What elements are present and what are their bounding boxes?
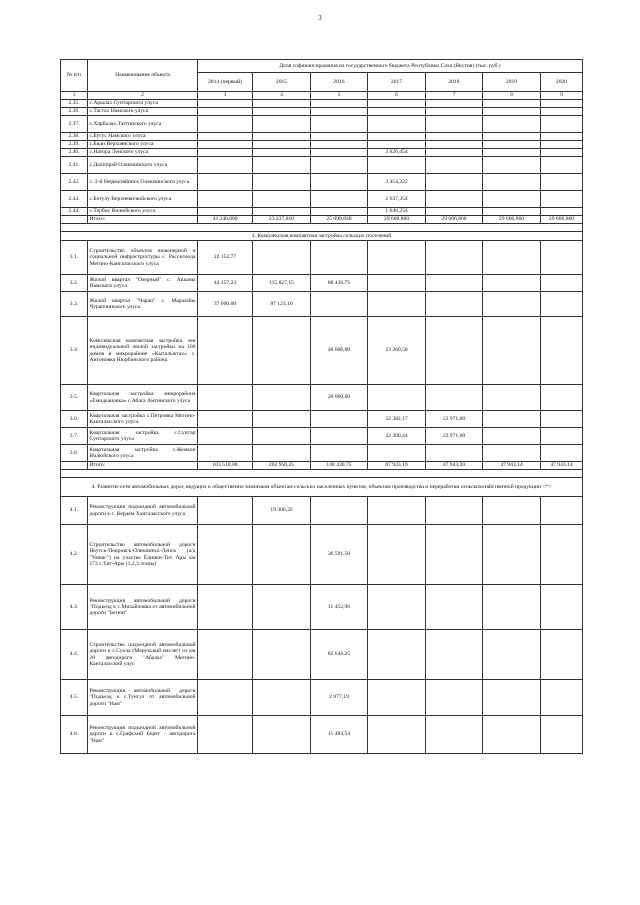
table-row <box>61 208 583 216</box>
value-cell <box>253 680 311 716</box>
table-row <box>61 174 583 191</box>
value-cell <box>311 411 368 428</box>
value-cell <box>253 191 311 208</box>
value-cell <box>253 157 311 174</box>
value-cell <box>541 100 583 108</box>
value-cell <box>541 428 583 445</box>
total-value: 25 098,840 <box>311 216 368 224</box>
row-number: 2.36. <box>61 108 88 116</box>
row-number: 2.37. <box>61 116 88 133</box>
value-cell: 36 591,50 <box>311 525 368 585</box>
total-empty <box>61 216 88 224</box>
value-cell <box>368 525 426 585</box>
table-row <box>61 411 583 428</box>
value-cell <box>541 292 583 317</box>
value-cell <box>483 241 541 275</box>
value-cell: 3 454,222 <box>368 174 426 191</box>
value-cell <box>368 100 426 108</box>
value-cell <box>426 497 483 525</box>
year-header-0: 2014 (первый) <box>198 73 253 92</box>
value-cell: 88 430,75 <box>311 275 368 292</box>
object-name: с.Арылах Сунтарского улуса <box>88 100 198 108</box>
value-cell <box>541 385 583 411</box>
value-cell <box>368 241 426 275</box>
object-name: Реконструкция подъездной автомобильной дороги к с. Кердем Хангаласского улуса <box>88 497 198 525</box>
value-cell <box>541 241 583 275</box>
value-cell <box>253 116 311 133</box>
total-label: Итого: <box>88 462 198 470</box>
value-cell <box>541 141 583 149</box>
index-cell-5: 6 <box>368 92 426 100</box>
row-number: 2.35. <box>61 100 88 108</box>
value-cell <box>426 133 483 141</box>
total-value: 47 943,14 <box>483 462 541 470</box>
row-number: 2.43. <box>61 191 88 208</box>
group-header: Доля софинансирования из государственного бюджета Республики Саха (Якутия) (тыс. руб.) <box>198 60 583 73</box>
value-cell <box>426 630 483 680</box>
object-name: Жилой квартал "Озерный" с. Ашыны Намского улуса <box>88 275 198 292</box>
value-cell: 40 000,00 <box>311 317 368 385</box>
value-cell <box>253 174 311 191</box>
table-header <box>61 60 583 100</box>
value-cell <box>426 108 483 116</box>
value-cell <box>483 108 541 116</box>
value-cell <box>198 411 253 428</box>
value-cell <box>426 525 483 585</box>
value-cell <box>311 149 368 157</box>
value-cell <box>541 174 583 191</box>
value-cell <box>253 208 311 216</box>
object-name: с.Тастах Намского улуса <box>88 108 198 116</box>
value-cell <box>541 411 583 428</box>
value-cell <box>253 716 311 754</box>
value-cell <box>311 108 368 116</box>
value-cell <box>253 428 311 445</box>
col-name-header: Наименование объекта <box>88 60 198 92</box>
value-cell <box>198 191 253 208</box>
value-cell <box>311 141 368 149</box>
year-header-1: 2015 <box>253 73 311 92</box>
table-row <box>61 149 583 157</box>
value-cell <box>198 428 253 445</box>
row-number: 4.1. <box>61 497 88 525</box>
table-row <box>61 317 583 385</box>
table-row <box>61 116 583 133</box>
value-cell <box>483 141 541 149</box>
value-cell: 1 648,254 <box>368 208 426 216</box>
year-header-4: 2018 <box>426 73 483 92</box>
table-row <box>61 385 583 411</box>
value-cell <box>311 157 368 174</box>
table-row <box>61 133 583 141</box>
value-cell <box>253 141 311 149</box>
value-cell <box>483 116 541 133</box>
value-cell: 23 971,60 <box>426 411 483 428</box>
value-cell <box>198 680 253 716</box>
value-cell <box>541 157 583 174</box>
total-value: 47 943,14 <box>541 462 583 470</box>
value-cell: 115 827,15 <box>253 275 311 292</box>
value-cell <box>483 292 541 317</box>
value-cell <box>198 208 253 216</box>
value-cell: 32 300,44 <box>368 428 426 445</box>
page-number: 3 <box>318 14 322 22</box>
value-cell <box>426 149 483 157</box>
value-cell <box>483 174 541 191</box>
value-cell <box>368 630 426 680</box>
value-cell <box>426 241 483 275</box>
row-number: 3.7. <box>61 428 88 445</box>
spacer-row <box>61 470 583 478</box>
object-name: Строительство объектов инженерной и социальной инфраструктуры с. Расселоода Мегино-Кангаласского улуса <box>88 241 198 275</box>
value-cell <box>368 385 426 411</box>
object-name: Реконструкция автомобильной дороги "Подъезд к с.Михайловка от автомобильной дороги "Бетюн" <box>88 585 198 630</box>
value-cell <box>426 317 483 385</box>
value-cell <box>198 116 253 133</box>
value-cell <box>198 174 253 191</box>
value-cell <box>483 133 541 141</box>
value-cell <box>426 275 483 292</box>
table-row <box>61 141 583 149</box>
row-number: 2.40. <box>61 149 88 157</box>
value-cell <box>198 445 253 462</box>
value-cell: 2 637,354 <box>368 191 426 208</box>
index-cell-6: 7 <box>426 92 483 100</box>
value-cell <box>198 157 253 174</box>
value-cell <box>198 100 253 108</box>
index-cell-0: 1 <box>61 92 88 100</box>
year-header-2: 2016 <box>311 73 368 92</box>
value-cell <box>426 100 483 108</box>
row-number: 4.3. <box>61 585 88 630</box>
value-cell <box>483 385 541 411</box>
total-value: 103 510,00 <box>198 462 253 470</box>
value-cell <box>253 133 311 141</box>
value-cell <box>368 275 426 292</box>
value-cell <box>483 149 541 157</box>
spacer-cell <box>61 224 583 232</box>
section-3-header <box>61 232 583 241</box>
table-row <box>61 525 583 585</box>
value-cell <box>311 191 368 208</box>
value-cell <box>253 100 311 108</box>
index-cell-3: 4 <box>253 92 311 100</box>
value-cell <box>483 208 541 216</box>
total-row-3 <box>61 462 583 470</box>
value-cell <box>541 716 583 754</box>
value-cell <box>426 191 483 208</box>
value-cell <box>311 133 368 141</box>
value-cell <box>253 411 311 428</box>
object-name: Жилой квартал "Чараи" с. Маразайы Чурапчинского улуса <box>88 292 198 317</box>
table-row <box>61 108 583 116</box>
total-value: 87 943,19 <box>368 462 426 470</box>
value-cell <box>426 716 483 754</box>
table-body <box>61 100 583 754</box>
table-row <box>61 630 583 680</box>
value-cell <box>541 208 583 216</box>
value-cell <box>483 445 541 462</box>
value-cell <box>426 208 483 216</box>
total-value: 148 430,75 <box>311 462 368 470</box>
value-cell <box>368 716 426 754</box>
row-number: 2.38. <box>61 133 88 141</box>
row-number: 3.2. <box>61 275 88 292</box>
value-cell: 22 152,77 <box>198 241 253 275</box>
value-cell <box>541 149 583 157</box>
object-name: Комплексная компактная застройка зон индивидуальной жилой застройки на 100 домов в микрорайоне «Кыталыктах» с. Антоновка Нюрбинского района <box>88 317 198 385</box>
value-cell <box>253 149 311 157</box>
value-cell <box>368 497 426 525</box>
table-row <box>61 428 583 445</box>
object-name: с.Дапппрай Олекминского улуса <box>88 157 198 174</box>
value-cell <box>483 428 541 445</box>
value-cell <box>253 317 311 385</box>
value-cell <box>198 630 253 680</box>
value-cell <box>311 100 368 108</box>
total-value: 43 240,000 <box>198 216 253 224</box>
value-cell <box>426 445 483 462</box>
value-cell <box>368 141 426 149</box>
index-cell-2: 3 <box>198 92 253 100</box>
table-row <box>61 275 583 292</box>
object-name: с.Бяди Верхоянского улуса <box>88 141 198 149</box>
value-cell <box>483 317 541 385</box>
total-value: 29 606,860 <box>426 216 483 224</box>
row-number: 4.4. <box>61 630 88 680</box>
table-row <box>61 292 583 317</box>
value-cell <box>253 630 311 680</box>
total-empty <box>61 462 88 470</box>
value-cell <box>483 585 541 630</box>
value-cell <box>541 497 583 525</box>
value-cell <box>311 292 368 317</box>
total-value: 29 606,860 <box>368 216 426 224</box>
value-cell <box>311 174 368 191</box>
total-value: 202 950,25 <box>253 462 311 470</box>
value-cell <box>368 116 426 133</box>
value-cell <box>541 445 583 462</box>
cofinancing-table <box>60 59 583 754</box>
row-number: 4.2. <box>61 525 88 585</box>
table-row <box>61 191 583 208</box>
value-cell: 11 452,96 <box>311 585 368 630</box>
total-value: 29 606,860 <box>541 216 583 224</box>
table-row <box>61 100 583 108</box>
value-cell <box>253 525 311 585</box>
value-cell <box>368 680 426 716</box>
value-cell <box>541 191 583 208</box>
value-cell <box>541 275 583 292</box>
row-number: 4.6. <box>61 716 88 754</box>
object-name: Реконструкция подъездной автомобильной дороги к с.Графский Берег - автодорога "Нам" <box>88 716 198 754</box>
object-name: Квартальная застройка микрорайона «Емидьановка» с.Абага Амгинского улуса <box>88 385 198 411</box>
index-cell-7: 8 <box>483 92 541 100</box>
spacer-cell <box>61 470 583 478</box>
value-cell <box>253 108 311 116</box>
object-name: Квартальная застройка с.Петровка Мегино-Кангаласского улуса <box>88 411 198 428</box>
row-number: 2.39. <box>61 141 88 149</box>
value-cell <box>198 525 253 585</box>
value-cell: 23 260,58 <box>368 317 426 385</box>
value-cell: 44 357,23 <box>198 275 253 292</box>
value-cell <box>426 174 483 191</box>
value-cell <box>426 292 483 317</box>
value-cell <box>368 585 426 630</box>
total-value: 47 943,20 <box>426 462 483 470</box>
value-cell: 11 484,54 <box>311 716 368 754</box>
object-name: с.Тербис Вилюйского улуса <box>88 208 198 216</box>
row-number: 3.1. <box>61 241 88 275</box>
value-cell <box>483 157 541 174</box>
value-cell: 82 646,25 <box>311 630 368 680</box>
row-number: 3.6. <box>61 411 88 428</box>
table-row <box>61 585 583 630</box>
value-cell <box>368 445 426 462</box>
value-cell <box>483 716 541 754</box>
value-cell <box>426 385 483 411</box>
value-cell: 19 306,32 <box>253 497 311 525</box>
value-cell: 37 000,00 <box>198 292 253 317</box>
section-title: 3. Комплексная компактная застройка сельских поселений <box>61 232 583 241</box>
section-4-header <box>61 478 583 497</box>
object-name: с.Харбалах Таттинского улуса <box>88 116 198 133</box>
object-name: с. 2-й Нерюктяйинск Олекминского улуса <box>88 174 198 191</box>
value-cell <box>483 411 541 428</box>
value-cell <box>541 108 583 116</box>
table-row <box>61 241 583 275</box>
value-cell <box>198 716 253 754</box>
value-cell <box>483 497 541 525</box>
value-cell <box>541 116 583 133</box>
object-name: Строительство подъездной автомобильной дороги к с.Суола (Морукский наслег) от км 28 автодороги "Абалах" Мегино-Кангаласский улус <box>88 630 198 680</box>
object-name: Квартальная застройка с.Жемкон Вилюйского улуса <box>88 445 198 462</box>
value-cell <box>253 241 311 275</box>
value-cell: 32 382,17 <box>368 411 426 428</box>
row-number: 3.5. <box>61 385 88 411</box>
table-row <box>61 680 583 716</box>
value-cell <box>541 525 583 585</box>
object-name: с.Бугус Намского улуса <box>88 133 198 141</box>
value-cell <box>483 680 541 716</box>
year-header-6: 2020 <box>541 73 583 92</box>
col-num-header: № п/п <box>61 60 88 92</box>
value-cell <box>198 108 253 116</box>
value-cell <box>198 385 253 411</box>
value-cell: 2 077,19 <box>311 680 368 716</box>
value-cell <box>198 133 253 141</box>
row-number: 2.41. <box>61 157 88 174</box>
row-number: 2.42. <box>61 174 88 191</box>
object-name: Строительство автомобильной дороги Якутск-Покровск-Олекминск-Ленск (а/д "Умнас") на участке Ёлинки-Тит Ары км 172 с.Тит-Ары (1,2,3 этапы) <box>88 525 198 585</box>
value-cell <box>198 141 253 149</box>
value-cell <box>198 317 253 385</box>
value-cell <box>426 585 483 630</box>
total-label: Итого: <box>88 216 198 224</box>
index-cell-1: 2 <box>88 92 198 100</box>
year-header-5: 2019 <box>483 73 541 92</box>
row-number: 3.4. <box>61 317 88 385</box>
index-row <box>61 92 583 100</box>
value-cell <box>311 497 368 525</box>
value-cell <box>311 428 368 445</box>
total-row-2 <box>61 216 583 224</box>
object-name: Квартальная застройка с.Сунтар Сунтарского улуса <box>88 428 198 445</box>
index-cell-8: 9 <box>541 92 583 100</box>
value-cell <box>368 108 426 116</box>
value-cell <box>253 385 311 411</box>
value-cell <box>426 157 483 174</box>
row-number: 2.44. <box>61 208 88 216</box>
value-cell <box>483 525 541 585</box>
total-value: 29 606,860 <box>483 216 541 224</box>
value-cell <box>198 497 253 525</box>
value-cell <box>483 191 541 208</box>
value-cell <box>483 275 541 292</box>
value-cell <box>426 116 483 133</box>
value-cell <box>541 585 583 630</box>
value-cell <box>198 149 253 157</box>
object-name: с.Ботулу Верхневилюйского улуса <box>88 191 198 208</box>
value-cell <box>426 141 483 149</box>
value-cell: 23 971,60 <box>426 428 483 445</box>
value-cell <box>311 241 368 275</box>
value-cell <box>253 585 311 630</box>
value-cell <box>541 133 583 141</box>
section-title: 4. Развитие сети автомобильных дорог, ведущих к общественно значимым объектам сельских населенных пунктов, объектам производства и переработки сельскохозяйственной продукции <*> <box>61 478 583 497</box>
value-cell <box>541 630 583 680</box>
table-row <box>61 445 583 462</box>
table-row <box>61 716 583 754</box>
value-cell: 87 123,10 <box>253 292 311 317</box>
value-cell <box>541 317 583 385</box>
object-name: Реконструкция автомобильной дороги "Подъезд к с.Тунгул от автомобильной дороги "Нам" <box>88 680 198 716</box>
value-cell: 3 626,454 <box>368 149 426 157</box>
spacer-row <box>61 224 583 232</box>
row-number: 3.8. <box>61 445 88 462</box>
total-value: 23 237,810 <box>253 216 311 224</box>
value-cell <box>311 116 368 133</box>
value-cell <box>311 208 368 216</box>
year-header-3: 2017 <box>368 73 426 92</box>
value-cell <box>198 585 253 630</box>
value-cell <box>483 630 541 680</box>
value-cell <box>483 100 541 108</box>
value-cell <box>311 445 368 462</box>
value-cell <box>368 292 426 317</box>
table-row <box>61 157 583 174</box>
index-cell-4: 5 <box>311 92 368 100</box>
value-cell <box>368 157 426 174</box>
object-name: с.Натора Ленского улуса <box>88 149 198 157</box>
table-row <box>61 497 583 525</box>
value-cell <box>541 680 583 716</box>
value-cell <box>253 445 311 462</box>
row-number: 4.5. <box>61 680 88 716</box>
value-cell: 20 000,00 <box>311 385 368 411</box>
value-cell <box>368 133 426 141</box>
row-number: 3.3. <box>61 292 88 317</box>
value-cell <box>426 680 483 716</box>
